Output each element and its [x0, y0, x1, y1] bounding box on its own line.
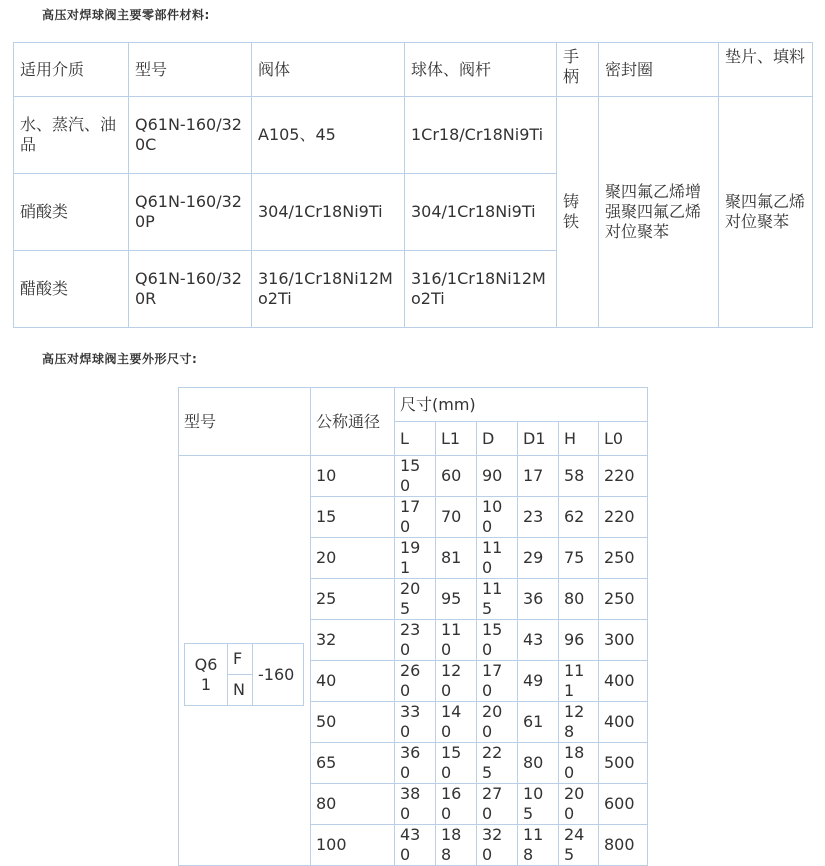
dimensions-header-row	[179, 388, 648, 422]
dimension-cell-D: 110	[477, 538, 518, 579]
model-cell: Q61N-160/320R	[129, 251, 252, 328]
dimension-cell-D: 90	[477, 456, 518, 497]
dimension-cell-D1: 61	[518, 702, 559, 743]
dimension-cell-L1: 150	[436, 743, 477, 784]
dimension-cell-L: 260	[395, 661, 436, 702]
gasket-cell: 聚四氟乙烯对位聚苯	[719, 97, 813, 328]
nominal-diameter-cell: 80	[311, 784, 395, 825]
dimension-cell-L0: 800	[599, 825, 648, 866]
dimension-cell-L1: 140	[436, 702, 477, 743]
body-cell: 316/1Cr18Ni12Mo2Ti	[252, 251, 405, 328]
dimension-cell-D: 270	[477, 784, 518, 825]
dimension-cell-D: 200	[477, 702, 518, 743]
dimension-cell-D1: 43	[518, 620, 559, 661]
dimension-cell-L: 150	[395, 456, 436, 497]
ball-cell: 304/1Cr18Ni9Ti	[405, 174, 557, 251]
col-L0: L0	[599, 422, 648, 456]
dimension-cell-D: 100	[477, 497, 518, 538]
model-code-cell	[179, 456, 311, 866]
header-size: 尺寸(mm)	[395, 388, 648, 422]
dimension-cell-D: 320	[477, 825, 518, 866]
dimension-cell-L0: 400	[599, 661, 648, 702]
dimension-cell-L0: 400	[599, 702, 648, 743]
dimension-cell-H: 96	[559, 620, 599, 661]
medium-cell: 醋酸类	[14, 251, 129, 328]
dimension-cell-D: 150	[477, 620, 518, 661]
dimension-cell-D1: 29	[518, 538, 559, 579]
header-nominal-diameter: 公称通径	[311, 388, 395, 456]
nominal-diameter-cell: 40	[311, 661, 395, 702]
materials-heading: 高压对焊球阀主要零部件材料:	[42, 8, 210, 22]
table-row	[14, 97, 813, 174]
col-L1: L1	[436, 422, 477, 456]
header-model: 型号	[129, 43, 252, 97]
ball-cell: 316/1Cr18Ni12Mo2Ti	[405, 251, 557, 328]
dimension-cell-L1: 81	[436, 538, 477, 579]
header-body: 阀体	[252, 43, 405, 97]
dimension-cell-L1: 120	[436, 661, 477, 702]
dimension-cell-D1: 80	[518, 743, 559, 784]
dimension-cell-L0: 500	[599, 743, 648, 784]
dimension-cell-L1: 160	[436, 784, 477, 825]
dimensions-heading: 高压对焊球阀主要外形尺寸:	[42, 352, 198, 366]
dimension-cell-D: 225	[477, 743, 518, 784]
dimension-cell-H: 58	[559, 456, 599, 497]
materials-table	[13, 42, 813, 328]
dimension-cell-D: 170	[477, 661, 518, 702]
dimension-cell-L: 330	[395, 702, 436, 743]
nominal-diameter-cell: 100	[311, 825, 395, 866]
model-option-n: N	[228, 675, 253, 706]
dimension-cell-H: 200	[559, 784, 599, 825]
dimension-cell-D1: 118	[518, 825, 559, 866]
nominal-diameter-cell: 25	[311, 579, 395, 620]
model-prefix: Q61	[185, 644, 228, 706]
ball-cell: 1Cr18/Cr18Ni9Ti	[405, 97, 557, 174]
dimension-cell-H: 111	[559, 661, 599, 702]
dimension-cell-L: 205	[395, 579, 436, 620]
dimension-cell-L0: 220	[599, 497, 648, 538]
dimension-cell-L: 170	[395, 497, 436, 538]
table-row	[179, 456, 648, 497]
dimension-cell-H: 62	[559, 497, 599, 538]
header-medium: 适用介质	[14, 43, 129, 97]
dimension-cell-L1: 70	[436, 497, 477, 538]
model-pressure: -160	[253, 644, 304, 706]
dimension-cell-D: 115	[477, 579, 518, 620]
dimensions-table	[178, 387, 648, 866]
header-ball-stem: 球体、阀杆	[405, 43, 557, 97]
header-seal: 密封圈	[599, 43, 719, 97]
header-handle: 手柄	[557, 43, 599, 97]
dimension-cell-D1: 49	[518, 661, 559, 702]
model-cell: Q61N-160/320P	[129, 174, 252, 251]
handle-cell: 铸铁	[557, 97, 599, 328]
dimension-cell-L1: 60	[436, 456, 477, 497]
dimension-cell-L1: 110	[436, 620, 477, 661]
body-cell: A105、45	[252, 97, 405, 174]
medium-cell: 硝酸类	[14, 174, 129, 251]
dimension-cell-L1: 95	[436, 579, 477, 620]
dimension-cell-L0: 220	[599, 456, 648, 497]
dimension-cell-L: 191	[395, 538, 436, 579]
dimension-cell-L0: 250	[599, 538, 648, 579]
body-cell: 304/1Cr18Ni9Ti	[252, 174, 405, 251]
dimension-cell-L: 380	[395, 784, 436, 825]
dimension-cell-L0: 600	[599, 784, 648, 825]
model-code-box	[184, 643, 304, 706]
nominal-diameter-cell: 32	[311, 620, 395, 661]
dimension-cell-H: 75	[559, 538, 599, 579]
nominal-diameter-cell: 50	[311, 702, 395, 743]
dimension-cell-L: 230	[395, 620, 436, 661]
model-option-f: F	[228, 644, 253, 675]
nominal-diameter-cell: 15	[311, 497, 395, 538]
dimension-cell-D1: 105	[518, 784, 559, 825]
dimension-cell-L0: 300	[599, 620, 648, 661]
dimension-cell-L: 360	[395, 743, 436, 784]
header-model: 型号	[179, 388, 311, 456]
col-D: D	[477, 422, 518, 456]
model-cell: Q61N-160/320C	[129, 97, 252, 174]
dimension-cell-D1: 23	[518, 497, 559, 538]
dimension-cell-D1: 36	[518, 579, 559, 620]
col-H: H	[559, 422, 599, 456]
nominal-diameter-cell: 65	[311, 743, 395, 784]
dimension-cell-L0: 250	[599, 579, 648, 620]
dimension-cell-L1: 188	[436, 825, 477, 866]
col-D1: D1	[518, 422, 559, 456]
nominal-diameter-cell: 10	[311, 456, 395, 497]
header-gasket: 垫片、填料	[719, 43, 813, 97]
materials-header-row	[14, 43, 813, 97]
medium-cell: 水、蒸汽、油品	[14, 97, 129, 174]
seal-cell: 聚四氟乙烯增强聚四氟乙烯对位聚苯	[599, 97, 719, 328]
dimension-cell-H: 80	[559, 579, 599, 620]
nominal-diameter-cell: 20	[311, 538, 395, 579]
dimension-cell-H: 128	[559, 702, 599, 743]
col-L: L	[395, 422, 436, 456]
dimension-cell-D1: 17	[518, 456, 559, 497]
dimension-cell-H: 180	[559, 743, 599, 784]
dimension-cell-L: 430	[395, 825, 436, 866]
dimension-cell-H: 245	[559, 825, 599, 866]
